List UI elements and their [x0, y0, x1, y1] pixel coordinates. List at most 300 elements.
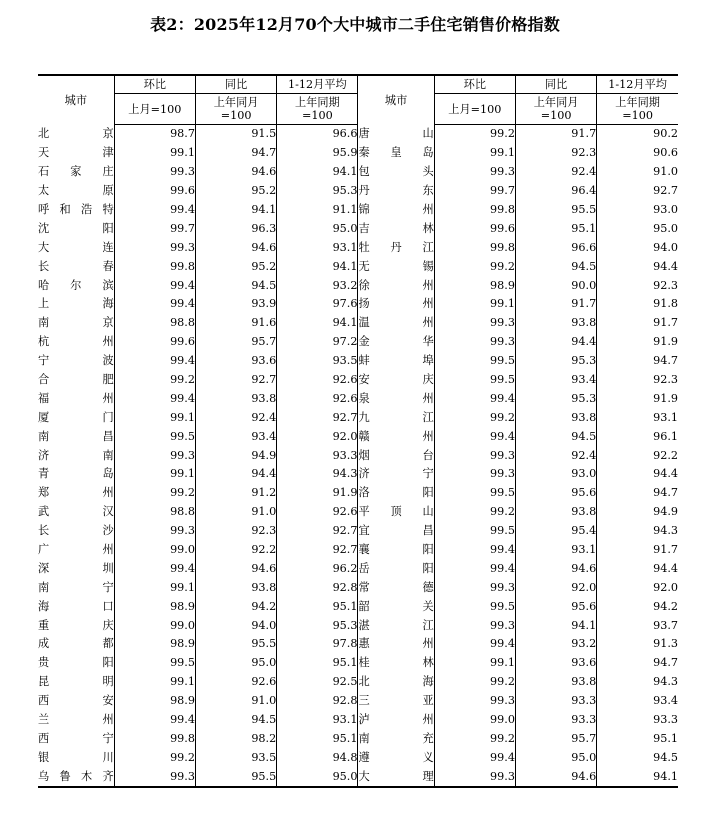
left-mom-value: 99.4: [114, 352, 195, 371]
mom-column-header: 环比: [114, 75, 195, 94]
left-yoy-value: 94.9: [195, 446, 276, 465]
left-avg-value: 95.3: [277, 616, 358, 635]
right-avg-value: 91.8: [597, 295, 678, 314]
right-mom-value: 99.3: [434, 333, 515, 352]
left-yoy-value: 93.6: [195, 352, 276, 371]
left-mom-value: 99.2: [114, 748, 195, 767]
right-yoy-value: 92.3: [515, 144, 596, 163]
left-avg-value: 91.9: [277, 484, 358, 503]
left-yoy-value: 93.4: [195, 427, 276, 446]
table-row: [38, 541, 678, 560]
right-city-name: 宜昌: [358, 522, 434, 541]
left-city-name: 贵阳: [38, 656, 114, 670]
yoy-column-header: 同比: [195, 75, 276, 94]
left-city-name: 北京: [38, 127, 114, 141]
left-avg-value: 97.2: [277, 333, 358, 352]
right-mom-value: 99.5: [434, 597, 515, 616]
right-mom-value: 99.4: [434, 635, 515, 654]
table-row: [38, 616, 678, 635]
right-avg-value: 94.7: [597, 352, 678, 371]
left-avg-value: 94.1: [277, 257, 358, 276]
right-mom-value: 99.2: [434, 503, 515, 522]
left-mom-value: 99.1: [114, 578, 195, 597]
avg-column-header: 1-12月平均: [277, 75, 358, 94]
table-row: [38, 597, 678, 616]
right-city-name: 北海: [358, 673, 434, 692]
right-city-name: 徐州: [358, 276, 434, 295]
right-mom-value: 99.3: [434, 314, 515, 333]
left-yoy-value: 91.0: [195, 692, 276, 711]
left-mom-value: 99.4: [114, 389, 195, 408]
table-row: [38, 276, 678, 295]
avg-base-line2: =100: [301, 109, 333, 122]
table-row: [38, 654, 678, 673]
avg-base-line1: 上年同期: [294, 96, 340, 109]
right-avg-value: 91.3: [597, 635, 678, 654]
right-avg-value: 90.2: [597, 125, 678, 144]
table-row: [38, 767, 678, 787]
left-city-name: 海口: [38, 599, 114, 613]
right-yoy-value: 95.6: [515, 484, 596, 503]
right-avg-value: 95.0: [597, 219, 678, 238]
right-yoy-value: 93.8: [515, 503, 596, 522]
right-city-name: 常德: [358, 578, 434, 597]
left-city-name: 合肥: [38, 373, 114, 387]
right-avg-value: 93.1: [597, 408, 678, 427]
right-avg-value: 91.7: [597, 541, 678, 560]
left-avg-value: 92.6: [277, 371, 358, 390]
left-yoy-value: 95.0: [195, 654, 276, 673]
table-row: [38, 635, 678, 654]
left-yoy-value: 91.0: [195, 503, 276, 522]
right-avg-value: 94.5: [597, 748, 678, 767]
left-yoy-value: 94.6: [195, 163, 276, 182]
right-city-name: 无锡: [358, 257, 434, 276]
right-city-name: 泉州: [358, 389, 434, 408]
left-mom-value: 99.8: [114, 257, 195, 276]
left-yoy-value: 91.6: [195, 314, 276, 333]
right-mom-value: 99.2: [434, 408, 515, 427]
left-city-name: 广州: [38, 543, 114, 557]
right-avg-value: 93.0: [597, 201, 678, 220]
left-city-name: 福州: [38, 391, 114, 405]
left-mom-value: 99.4: [114, 711, 195, 730]
left-city-name: 杭州: [38, 335, 114, 349]
right-mom-value: 99.4: [434, 427, 515, 446]
right-yoy-value: 92.4: [515, 163, 596, 182]
left-yoy-value: 92.2: [195, 541, 276, 560]
left-city-name: 长沙: [38, 524, 114, 538]
right-avg-value: 92.0: [597, 578, 678, 597]
table-row: [38, 389, 678, 408]
right-yoy-value: 92.0: [515, 578, 596, 597]
mom-base-label-right: [434, 94, 515, 125]
left-avg-value: 97.8: [277, 635, 358, 654]
right-avg-value: 92.7: [597, 182, 678, 201]
left-avg-value: 93.1: [277, 238, 358, 257]
left-avg-value: 95.3: [277, 182, 358, 201]
right-avg-value: 91.0: [597, 163, 678, 182]
right-city-name: 牡丹江: [358, 238, 434, 257]
left-yoy-value: 95.2: [195, 182, 276, 201]
table-row: [38, 333, 678, 352]
left-mom-value: 99.4: [114, 295, 195, 314]
left-avg-value: 95.1: [277, 730, 358, 749]
left-city-name: 太原: [38, 184, 114, 198]
right-yoy-value: 94.5: [515, 257, 596, 276]
table-row: [38, 295, 678, 314]
right-mom-value: 99.2: [434, 125, 515, 144]
right-avg-value: 94.2: [597, 597, 678, 616]
right-yoy-value: 93.6: [515, 654, 596, 673]
left-yoy-value: 93.5: [195, 748, 276, 767]
left-city-name: 长春: [38, 259, 114, 273]
left-mom-value: 98.7: [114, 125, 195, 144]
left-city-name: 厦门: [38, 410, 114, 424]
left-mom-value: 99.4: [114, 276, 195, 295]
left-avg-value: 92.8: [277, 578, 358, 597]
yoy-column-header-right: 同比: [515, 75, 596, 94]
left-city-name: 西安: [38, 694, 114, 708]
table-body: [38, 125, 678, 788]
left-city-name: 郑州: [38, 486, 114, 500]
table-row: [38, 673, 678, 692]
left-city-name: 南宁: [38, 580, 114, 594]
right-city-name: 岳阳: [358, 559, 434, 578]
left-mom-value: 99.8: [114, 730, 195, 749]
right-avg-value: 94.3: [597, 673, 678, 692]
right-mom-value: 99.5: [434, 484, 515, 503]
left-yoy-value: 94.1: [195, 201, 276, 220]
left-mom-value: 99.2: [114, 371, 195, 390]
left-avg-value: 94.1: [277, 163, 358, 182]
table-row: [38, 446, 678, 465]
left-yoy-value: 94.4: [195, 465, 276, 484]
right-yoy-value: 94.4: [515, 333, 596, 352]
right-city-name: 唐山: [358, 125, 434, 144]
right-city-name: 金华: [358, 333, 434, 352]
left-mom-value: 98.8: [114, 314, 195, 333]
left-mom-value: 99.5: [114, 427, 195, 446]
right-yoy-value: 95.3: [515, 389, 596, 408]
price-index-table: [38, 74, 678, 788]
yoy-base-label-right: [515, 94, 596, 125]
left-city-name: 南昌: [38, 429, 114, 443]
left-yoy-value: 94.6: [195, 559, 276, 578]
avg-base-line1-right: 上年同期: [615, 96, 660, 109]
right-city-name: 韶关: [358, 597, 434, 616]
right-yoy-value: 95.5: [515, 201, 596, 220]
right-city-name: 南充: [358, 730, 434, 749]
right-city-name: 泸州: [358, 711, 434, 730]
right-yoy-value: 96.4: [515, 182, 596, 201]
left-yoy-value: 95.7: [195, 333, 276, 352]
table-row: [38, 408, 678, 427]
left-city-name: 大连: [38, 240, 114, 254]
right-yoy-value: 95.6: [515, 597, 596, 616]
right-mom-value: 99.3: [434, 616, 515, 635]
table-row: [38, 125, 678, 144]
left-city-name: 石家庄: [38, 165, 114, 179]
left-city-name: 深圳: [38, 561, 114, 575]
left-city-name: 天津: [38, 146, 114, 160]
left-city-name: 武汉: [38, 505, 114, 519]
table-row: [38, 730, 678, 749]
right-mom-value: 99.2: [434, 730, 515, 749]
left-mom-value: 98.9: [114, 635, 195, 654]
right-mom-value: 99.1: [434, 654, 515, 673]
right-avg-value: 92.3: [597, 371, 678, 390]
left-avg-value: 95.9: [277, 144, 358, 163]
left-avg-value: 94.3: [277, 465, 358, 484]
table-row: [38, 238, 678, 257]
right-avg-value: 93.3: [597, 711, 678, 730]
right-city-name: 蚌埠: [358, 352, 434, 371]
left-city-name: 哈尔滨: [38, 278, 114, 292]
left-avg-value: 95.1: [277, 654, 358, 673]
left-mom-value: 99.0: [114, 541, 195, 560]
left-yoy-value: 94.5: [195, 276, 276, 295]
table-row: [38, 578, 678, 597]
right-city-name: 赣州: [358, 427, 434, 446]
table-row: [38, 144, 678, 163]
left-mom-value: 99.7: [114, 219, 195, 238]
right-avg-value: 94.1: [597, 767, 678, 787]
left-yoy-value: 93.9: [195, 295, 276, 314]
right-mom-value: 99.1: [434, 295, 515, 314]
right-mom-value: 99.4: [434, 541, 515, 560]
right-yoy-value: 95.1: [515, 219, 596, 238]
right-avg-value: 94.7: [597, 654, 678, 673]
left-mom-value: 99.3: [114, 446, 195, 465]
left-yoy-value: 92.7: [195, 371, 276, 390]
avg-column-header-right: 1-12月平均: [597, 75, 678, 94]
right-mom-value: 98.9: [434, 276, 515, 295]
table-row: [38, 522, 678, 541]
city-column-header-right: 城市: [358, 75, 434, 125]
left-mom-value: 99.0: [114, 616, 195, 635]
right-mom-value: 99.1: [434, 144, 515, 163]
right-city-name: 济宁: [358, 465, 434, 484]
left-avg-value: 92.5: [277, 673, 358, 692]
right-avg-value: 94.9: [597, 503, 678, 522]
left-city-name: 青岛: [38, 467, 114, 481]
right-yoy-value: 91.7: [515, 295, 596, 314]
right-avg-value: 91.9: [597, 333, 678, 352]
left-avg-value: 96.2: [277, 559, 358, 578]
left-mom-value: 99.3: [114, 163, 195, 182]
left-yoy-value: 94.0: [195, 616, 276, 635]
city-column-header: 城市: [38, 75, 114, 125]
right-city-name: 桂林: [358, 654, 434, 673]
right-city-name: 湛江: [358, 616, 434, 635]
table-header: [38, 75, 678, 125]
right-city-name: 锦州: [358, 201, 434, 220]
right-avg-value: 95.1: [597, 730, 678, 749]
table-row: [38, 163, 678, 182]
right-avg-value: 94.3: [597, 522, 678, 541]
right-avg-value: 93.4: [597, 692, 678, 711]
right-mom-value: 99.2: [434, 673, 515, 692]
table-row: [38, 201, 678, 220]
left-avg-value: 92.6: [277, 389, 358, 408]
left-avg-value: 93.5: [277, 352, 358, 371]
right-yoy-value: 95.7: [515, 730, 596, 749]
right-mom-value: 99.3: [434, 692, 515, 711]
right-mom-value: 99.3: [434, 578, 515, 597]
table-row: [38, 465, 678, 484]
left-avg-value: 94.1: [277, 314, 358, 333]
right-city-name: 温州: [358, 314, 434, 333]
left-mom-value: 99.2: [114, 484, 195, 503]
right-avg-value: 91.7: [597, 314, 678, 333]
right-city-name: 惠州: [358, 635, 434, 654]
right-avg-value: 94.7: [597, 484, 678, 503]
right-mom-value: 99.0: [434, 711, 515, 730]
yoy-base-line2: =100: [220, 109, 252, 122]
right-city-name: 烟台: [358, 446, 434, 465]
right-city-name: 襄阳: [358, 541, 434, 560]
right-yoy-value: 92.4: [515, 446, 596, 465]
left-mom-value: 99.6: [114, 333, 195, 352]
right-mom-value: 99.2: [434, 257, 515, 276]
table-row: [38, 314, 678, 333]
left-city-name: 重庆: [38, 618, 114, 632]
right-mom-value: 99.5: [434, 352, 515, 371]
left-yoy-value: 94.2: [195, 597, 276, 616]
left-avg-value: 92.7: [277, 541, 358, 560]
right-avg-value: 93.7: [597, 616, 678, 635]
right-avg-value: 94.4: [597, 465, 678, 484]
left-mom-value: 99.6: [114, 182, 195, 201]
left-avg-value: 95.1: [277, 597, 358, 616]
left-mom-value: 99.3: [114, 238, 195, 257]
left-mom-value: 99.1: [114, 673, 195, 692]
right-yoy-value: 95.3: [515, 352, 596, 371]
left-yoy-value: 92.3: [195, 522, 276, 541]
mom-base-label: [114, 94, 195, 125]
right-mom-value: 99.4: [434, 559, 515, 578]
left-yoy-value: 95.2: [195, 257, 276, 276]
left-city-name: 沈阳: [38, 221, 114, 235]
right-yoy-value: 93.2: [515, 635, 596, 654]
mom-base-text-right: 上月=100: [448, 102, 502, 116]
yoy-base-line1-right: 上年同月: [533, 96, 579, 109]
right-mom-value: 99.8: [434, 201, 515, 220]
right-avg-value: 94.0: [597, 238, 678, 257]
left-mom-value: 98.9: [114, 692, 195, 711]
right-yoy-value: 91.7: [515, 125, 596, 144]
left-city-name: 成都: [38, 637, 114, 651]
table-row: [38, 182, 678, 201]
yoy-base-line1: 上年同月: [213, 96, 259, 109]
right-mom-value: 99.7: [434, 182, 515, 201]
right-city-name: 九江: [358, 408, 434, 427]
table-row: [38, 503, 678, 522]
left-avg-value: 92.7: [277, 408, 358, 427]
right-yoy-value: 94.1: [515, 616, 596, 635]
left-avg-value: 94.8: [277, 748, 358, 767]
right-avg-value: 94.4: [597, 559, 678, 578]
right-city-name: 扬州: [358, 295, 434, 314]
yoy-base-label: [195, 94, 276, 125]
left-avg-value: 93.1: [277, 711, 358, 730]
right-yoy-value: 93.0: [515, 465, 596, 484]
right-mom-value: 99.3: [434, 163, 515, 182]
left-city-name: 乌鲁木齐: [38, 767, 114, 787]
right-mom-value: 99.6: [434, 219, 515, 238]
right-mom-value: 99.4: [434, 748, 515, 767]
right-city-name: 三亚: [358, 692, 434, 711]
left-city-name: 西宁: [38, 731, 114, 745]
left-city-name: 济南: [38, 448, 114, 462]
right-mom-value: 99.4: [434, 389, 515, 408]
right-yoy-value: 90.0: [515, 276, 596, 295]
right-mom-value: 99.3: [434, 446, 515, 465]
right-mom-value: 99.3: [434, 465, 515, 484]
left-mom-value: 99.1: [114, 144, 195, 163]
left-city-name: 上海: [38, 297, 114, 311]
right-yoy-value: 94.6: [515, 767, 596, 787]
table-row: [38, 352, 678, 371]
right-avg-value: 91.9: [597, 389, 678, 408]
right-city-name: 洛阳: [358, 484, 434, 503]
mom-column-header-right: 环比: [434, 75, 515, 94]
left-yoy-value: 94.7: [195, 144, 276, 163]
left-avg-value: 93.2: [277, 276, 358, 295]
left-city-name: 昆明: [38, 675, 114, 689]
table-row: [38, 692, 678, 711]
table-row: [38, 371, 678, 390]
right-yoy-value: 93.8: [515, 673, 596, 692]
yoy-base-line2-right: =100: [540, 109, 572, 122]
left-city-name: 南京: [38, 316, 114, 330]
right-avg-value: 92.2: [597, 446, 678, 465]
right-avg-value: 90.6: [597, 144, 678, 163]
table-row: [38, 711, 678, 730]
right-yoy-value: 93.1: [515, 541, 596, 560]
right-city-name: 秦皇岛: [358, 144, 434, 163]
left-yoy-value: 91.2: [195, 484, 276, 503]
left-yoy-value: 93.8: [195, 578, 276, 597]
left-yoy-value: 91.5: [195, 125, 276, 144]
right-city-name: 大理: [358, 767, 434, 787]
table-row: [38, 257, 678, 276]
right-yoy-value: 93.3: [515, 692, 596, 711]
left-yoy-value: 92.6: [195, 673, 276, 692]
left-avg-value: 97.6: [277, 295, 358, 314]
right-city-name: 包头: [358, 163, 434, 182]
left-city-name: 呼和浩特: [38, 203, 114, 216]
left-avg-value: 96.6: [277, 125, 358, 144]
left-mom-value: 99.4: [114, 559, 195, 578]
left-avg-value: 95.0: [277, 219, 358, 238]
left-yoy-value: 95.5: [195, 635, 276, 654]
left-mom-value: 99.1: [114, 465, 195, 484]
right-yoy-value: 93.8: [515, 408, 596, 427]
left-avg-value: 92.6: [277, 503, 358, 522]
left-mom-value: 99.3: [114, 767, 195, 787]
left-city-name: 银川: [38, 750, 114, 764]
right-mom-value: 99.5: [434, 522, 515, 541]
right-yoy-value: 94.5: [515, 427, 596, 446]
left-avg-value: 92.8: [277, 692, 358, 711]
table-row: [38, 484, 678, 503]
right-yoy-value: 95.0: [515, 748, 596, 767]
right-city-name: 安庆: [358, 371, 434, 390]
right-yoy-value: 93.8: [515, 314, 596, 333]
left-city-name: 兰州: [38, 713, 114, 727]
